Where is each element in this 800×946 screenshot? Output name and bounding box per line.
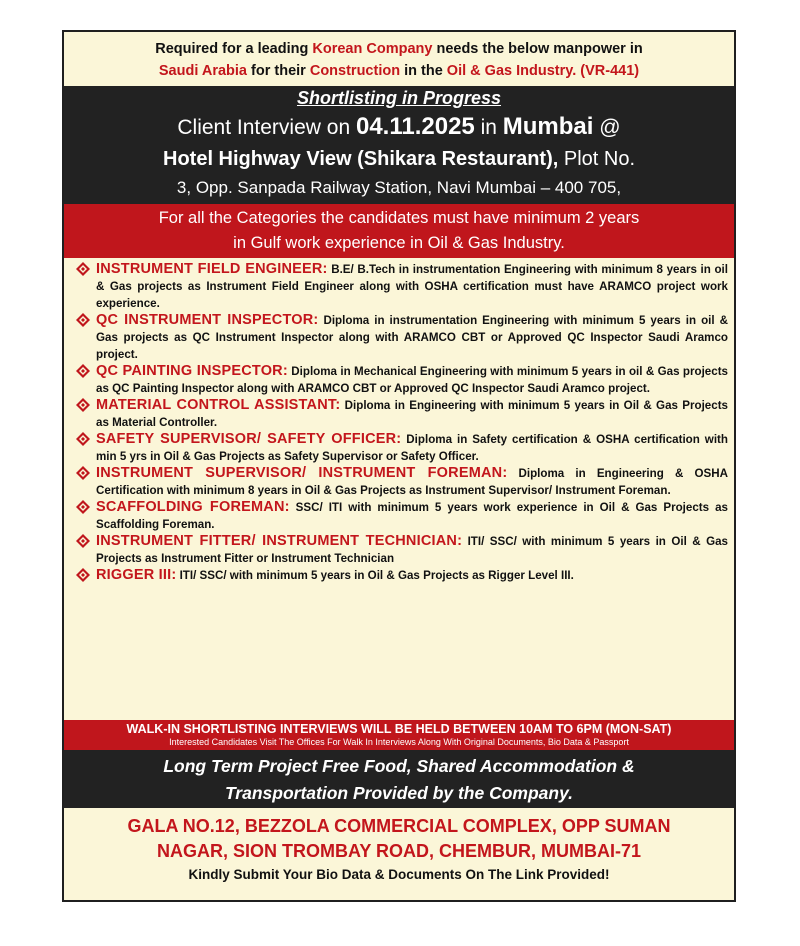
diamond-bullet-icon [76, 432, 90, 446]
job-description: Diploma in Safety certification & OSHA certification with min 5 yrs in Oil & Gas Projects as Safety Supervisor or Safety Officer. [96, 433, 728, 463]
intro-text: in the [400, 63, 447, 79]
list-item [74, 499, 728, 533]
list-item [74, 465, 728, 499]
job-title: MATERIAL CONTROL ASSISTANT: [96, 397, 341, 413]
job-title: QC INSTRUMENT INSPECTOR: [96, 312, 319, 328]
job-description: SSC/ ITI with minimum 5 years work experience in Oil & Gas Projects as Scaffolding Foreman. [96, 501, 728, 531]
interview-prefix: Client Interview on [177, 116, 356, 139]
job-description: Diploma in Engineering & OSHA Certification with minimum 8 years in Oil & Gas Projects as Instrument Supervisor/ Instrument Foreman. [96, 467, 728, 497]
office-address-line-2: NAGAR, SION TROMBAY ROAD, CHEMBUR, MUMBAI-71 [156, 841, 642, 861]
list-item [74, 431, 728, 465]
list-item [74, 312, 728, 363]
walkin-note: Interested Candidates Visit The Offices For Walk In Interviews Along With Original Documents, Bio Data & Passport [169, 737, 629, 747]
job-description: Diploma in Mechanical Engineering with minimum 5 years in oil & Gas projects as QC Painting Inspector along with ARAMCO CBT or Approved QC Inspector Saudi Aramco project. [96, 365, 728, 395]
diamond-bullet-icon [76, 262, 90, 276]
country: Saudi Arabia [158, 63, 247, 79]
job-description: Diploma in Engineering with minimum 5 years in Oil & Gas Projects as Material Controller. [96, 399, 729, 429]
job-description: B.E/ B.Tech in instrumentation Engineering with minimum 8 years in oil & Gas projects as Instrument Field Engineer along with OSHA certification must have ARAMCO project work experience. [96, 263, 728, 310]
status-heading: Shortlisting in Progress [296, 88, 502, 108]
intro-line-2 [64, 60, 734, 82]
intro-text: Required for a leading [155, 41, 313, 57]
interview-text: in [474, 116, 503, 139]
office-address-block [64, 808, 734, 892]
diamond-bullet-icon [76, 568, 90, 582]
industry-reference: Oil & Gas Industry. (VR-441) [446, 63, 640, 79]
diamond-bullet-icon [76, 398, 90, 412]
benefits-line-1: Long Term Project Free Food, Shared Accommodation & [163, 756, 635, 776]
job-title: SAFETY SUPERVISOR/ SAFETY OFFICER: [96, 431, 402, 447]
interview-text: @ [593, 116, 621, 139]
list-item [74, 533, 728, 567]
requirement-line-2: in Gulf work experience in Oil & Gas Industry. [233, 234, 565, 252]
company-type: Korean Company [312, 41, 433, 57]
list-item [74, 363, 728, 397]
interview-city: Mumbai [502, 113, 594, 140]
diamond-bullet-icon [76, 364, 90, 378]
intro-text: for their [247, 63, 310, 79]
benefits-line-2: Transportation Provided by the Company. [224, 783, 574, 803]
list-item [74, 261, 728, 312]
job-description: Diploma in instrumentation Engineering with minimum 5 years in oil & Gas projects as QC Instrument Inspector along with ARAMCO CBT or Approved QC Inspector Saudi Aramco project. [96, 314, 728, 361]
sector: Construction [309, 63, 401, 79]
submit-instruction: Kindly Submit Your Bio Data & Documents On The Link Provided! [188, 867, 610, 882]
venue-plot: Plot No. [558, 148, 635, 170]
requirement-line-1: For all the Categories the candidates must have minimum 2 years [158, 209, 640, 227]
list-item [74, 567, 728, 584]
intro-line-1 [64, 38, 734, 60]
intro-header [64, 32, 734, 86]
diamond-bullet-icon [76, 466, 90, 480]
diamond-bullet-icon [76, 313, 90, 327]
job-title: INSTRUMENT FIELD ENGINEER: [96, 261, 328, 277]
job-title: SCAFFOLDING FOREMAN: [96, 499, 290, 515]
job-title: QC PAINTING INSPECTOR: [96, 363, 288, 379]
benefits-band [64, 750, 734, 808]
venue-name: Hotel Highway View (Shikara Restaurant), [163, 148, 559, 170]
diamond-bullet-icon [76, 500, 90, 514]
walkin-band [64, 720, 734, 750]
job-list [64, 258, 734, 720]
interview-band [64, 86, 734, 204]
job-title: INSTRUMENT FITTER/ INSTRUMENT TECHNICIAN: [96, 533, 463, 549]
venue-line [64, 144, 734, 174]
job-advertisement [62, 30, 736, 902]
intro-text: needs the below manpower in [432, 41, 643, 57]
interview-date: 04.11.2025 [355, 113, 475, 140]
job-description: ITI/ SSC/ with minimum 5 years in Oil & Gas Projects as Instrument Fitter or Instrument Technician [96, 535, 728, 565]
diamond-bullet-icon [76, 534, 90, 548]
interview-line [64, 110, 734, 144]
requirement-band [64, 204, 734, 258]
job-title: INSTRUMENT SUPERVISOR/ INSTRUMENT FOREMAN: [96, 465, 508, 481]
office-address-line-1: GALA NO.12, BEZZOLA COMMERCIAL COMPLEX, OPP SUMAN [127, 816, 671, 836]
venue-address: 3, Opp. Sanpada Railway Station, Navi Mumbai – 400 705, [176, 178, 622, 197]
job-description: ITI/ SSC/ with minimum 5 years in Oil & Gas Projects as Rigger Level III. [176, 569, 574, 582]
walkin-heading: WALK-IN SHORTLISTING INTERVIEWS WILL BE HELD BETWEEN 10AM TO 6PM (MON-SAT) [126, 722, 672, 736]
list-item [74, 397, 728, 431]
job-title: RIGGER III: [96, 567, 177, 583]
